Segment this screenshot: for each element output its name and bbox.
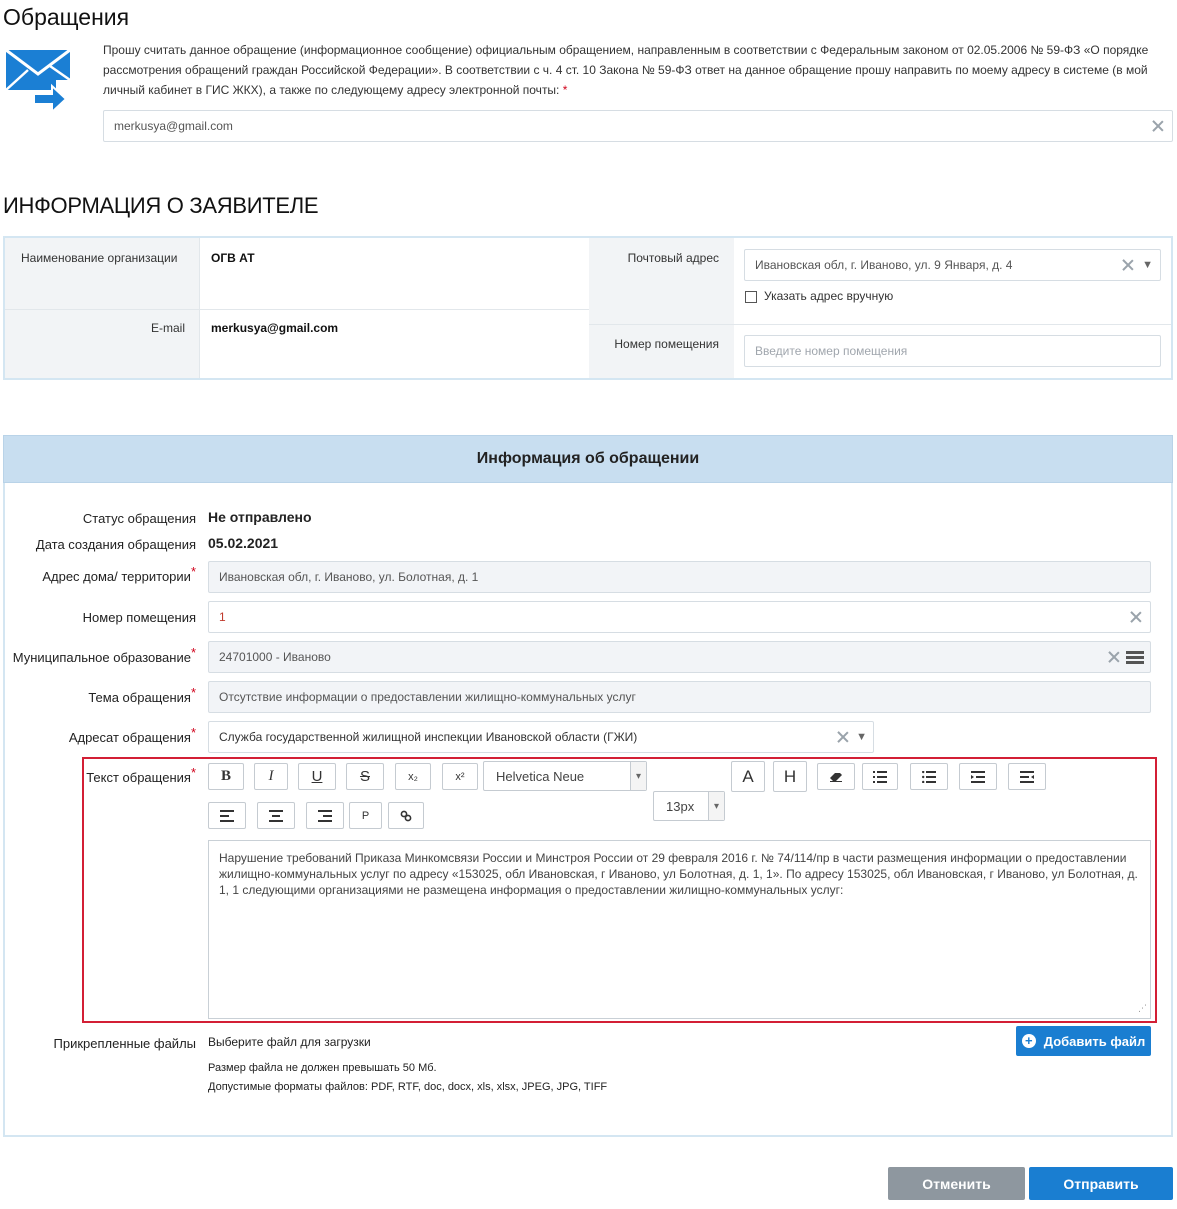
link-icon[interactable]	[388, 802, 424, 829]
municipal-field[interactable]	[208, 641, 1151, 673]
chevron-down-icon[interactable]: ▼	[856, 731, 867, 743]
municipal-label: Муниципальное образование*	[12, 645, 196, 665]
indent-icon[interactable]	[1008, 763, 1046, 790]
ordered-list-icon[interactable]	[862, 763, 898, 790]
clear-icon[interactable]	[1130, 611, 1142, 623]
address-label: Адрес дома/ территории*	[42, 564, 196, 584]
menu-icon[interactable]	[1126, 651, 1144, 664]
appeal-room-input[interactable]	[208, 601, 1151, 633]
email-label: E-mail	[150, 321, 185, 335]
chevron-down-icon[interactable]: ▾	[630, 762, 646, 790]
date-label: Дата создания обращения	[35, 537, 196, 552]
strikethrough-button[interactable]: S	[346, 763, 384, 790]
page-title: Обращения	[3, 4, 130, 30]
subscript-button[interactable]: x₂	[395, 763, 431, 790]
font-color-button[interactable]: A	[731, 761, 765, 792]
clear-icon[interactable]	[1152, 120, 1164, 132]
unordered-list-icon[interactable]	[910, 763, 948, 790]
clear-icon[interactable]	[1122, 259, 1134, 271]
add-file-label: Добавить файл	[1043, 1033, 1146, 1049]
topic-label: Тема обращения*	[88, 685, 196, 705]
resize-handle-icon[interactable]: ⋰	[1138, 1003, 1147, 1013]
address-value: Ивановская обл, г. Иваново, ул. Болотная, д. 1	[219, 570, 479, 584]
manual-address-checkbox[interactable]	[745, 291, 757, 303]
applicant-heading: ИНФОРМАЦИЯ О ЗАЯВИТЕЛЕ	[3, 193, 319, 218]
eraser-icon[interactable]	[817, 763, 855, 790]
postal-label: Почтовый адрес	[627, 251, 719, 265]
font-size-select[interactable]	[653, 791, 725, 821]
consent-paragraph: Прошу считать данное обращение (информационное сообщение) официальным обращением, направленным в соответствии с Федеральным законом от 02.05.2006 № 59-ФЗ «О порядке рассмотрения обращений граждан Российской Федерации». В соответствии с ч. 4 ст. 10 Закона № 59-ФЗ ответ на данное обращение прошу направить по моему адресу в системе (в мой личный кабинет в ГИС ЖКХ), а также по следующему адресу электронной почты:	[103, 43, 1149, 97]
divider	[199, 238, 200, 378]
add-file-button[interactable]	[1016, 1026, 1151, 1056]
clear-icon[interactable]	[837, 731, 849, 743]
addressee-select[interactable]	[208, 721, 874, 753]
align-right-icon[interactable]	[306, 802, 344, 829]
appeal-text-label: Текст обращения*	[86, 765, 196, 785]
consent-text	[103, 40, 1171, 100]
chevron-down-icon[interactable]: ▼	[1142, 259, 1153, 271]
plus-circle-icon: +	[1022, 1034, 1036, 1048]
applicant-info-box	[3, 236, 1173, 380]
consent-email-value: merkusya@gmail.com	[114, 119, 233, 133]
paragraph-button[interactable]: P	[349, 802, 382, 829]
underline-button[interactable]: U	[298, 763, 336, 790]
files-size-note: Размер файла не должен превышать 50 Мб.	[208, 1062, 437, 1074]
topic-field	[208, 681, 1151, 713]
appeal-room-label: Номер помещения	[82, 610, 196, 625]
bold-button[interactable]: B	[208, 763, 244, 790]
postal-address-value: Ивановская обл, г. Иваново, ул. 9 Января, д. 4	[755, 258, 1013, 272]
font-family-value: Helvetica Neue	[496, 768, 585, 784]
highlight-button[interactable]: H	[773, 761, 807, 792]
font-family-select[interactable]	[483, 761, 647, 791]
files-formats-note: Допустимые форматы файлов: PDF, RTF, doc, docx, xls, xlsx, JPEG, JPG, TIFF	[208, 1081, 608, 1093]
date-value: 05.02.2021	[208, 535, 279, 551]
divider	[5, 309, 589, 310]
room-label: Номер помещения	[614, 337, 719, 351]
required-mark: *	[562, 83, 568, 97]
align-center-icon[interactable]	[257, 802, 295, 829]
addressee-value: Служба государственной жилищной инспекции Ивановской области (ГЖИ)	[219, 730, 638, 744]
topic-value: Отсутствие информации о предоставлении жилищно-коммунальных услуг	[219, 690, 636, 704]
submit-button[interactable]: Отправить	[1029, 1167, 1173, 1200]
org-label: Наименование организации	[21, 251, 178, 265]
divider	[589, 324, 1171, 325]
files-hint: Выберите файл для загрузки	[208, 1035, 371, 1049]
status-label: Статус обращения	[82, 511, 196, 526]
appeal-text-area[interactable]	[208, 840, 1151, 1019]
cancel-button[interactable]: Отменить	[888, 1167, 1025, 1200]
appeal-room-value: 1	[219, 610, 226, 624]
clear-icon[interactable]	[1108, 651, 1120, 663]
municipal-value: 24701000 - Иваново	[219, 650, 331, 664]
postal-address-select[interactable]	[744, 249, 1161, 281]
status-value: Не отправлено	[208, 509, 312, 525]
consent-email-input[interactable]	[103, 110, 1173, 142]
files-label: Прикрепленные файлы	[53, 1036, 196, 1051]
font-size-value: 13px	[666, 798, 695, 814]
org-value: ОГВ АТ	[211, 251, 255, 265]
chevron-down-icon[interactable]: ▾	[708, 792, 724, 820]
appeal-panel-heading: Информация об обращении	[3, 435, 1173, 483]
manual-address-label: Указать адрес вручную	[764, 289, 894, 303]
email-value: merkusya@gmail.com	[211, 321, 339, 335]
addressee-label: Адресат обращения*	[68, 725, 196, 745]
room-input[interactable]	[744, 335, 1161, 367]
superscript-button[interactable]: x²	[442, 763, 478, 790]
italic-button[interactable]: I	[254, 763, 288, 790]
address-field	[208, 561, 1151, 593]
room-placeholder: Введите номер помещения	[755, 344, 908, 358]
envelope-arrow-icon	[4, 46, 72, 112]
appeal-text-value: Нарушение требований Приказа Минкомсвязи России и Минстроя России от 29 февраля 2016 г. № 74/114/пр в части размещения информации о предоставлении жилищно-коммунальных услуг по адресу «153025, обл Ивановская, г Иваново, ул Болотная, д. 1, 1». По адресу 153025, обл Ивановская, г Иваново, ул Болотная, д. 1, 1 следующими организациями не размещена информация о предоставлении жилищно-коммунальных услуг:	[219, 851, 1138, 897]
align-left-icon[interactable]	[208, 802, 246, 829]
outdent-icon[interactable]	[959, 763, 997, 790]
